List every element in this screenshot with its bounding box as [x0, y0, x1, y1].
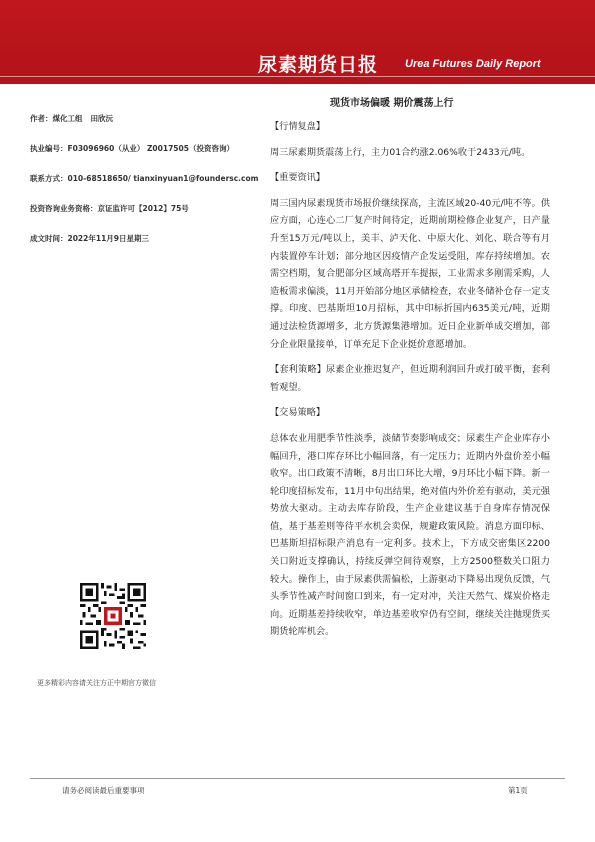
license-row	[30, 144, 250, 154]
author-name: 田欣沅	[90, 114, 113, 123]
footer-notice: 请务必阅读最后重要事项	[62, 786, 145, 795]
report-title-cn: 尿素期货日报	[258, 54, 379, 76]
strategy-text: 尿素企业推迟复产，但近期利润回升或打破平衡，套利暂观望。	[270, 364, 551, 393]
review-paragraph: 周三尿素期货震荡上行，主力01合约涨2.06%收于2433元/吨。	[270, 146, 531, 158]
report-title-en: Urea Futures Daily Report	[405, 58, 541, 70]
date-label: 成文时间：	[30, 234, 68, 243]
wechat-qr-code	[80, 583, 146, 649]
qualification-value: 京证监许可【2012】75号	[97, 204, 189, 213]
author-meta	[30, 114, 259, 244]
qualification-row	[30, 204, 250, 214]
section-heading-review: 【行情复盘】	[270, 121, 326, 132]
news-paragraph: 周三国内尿素现货市场报价继续探高，主流区域20-40元/吨不等。供应方面，心连心二厂复产时间待定，近期前期检修企业复产，日产量升至15万元/吨以上，美丰、泸天化、中原大化、刘化、联合等有月内装置停车计划；部分地区因疫情产企发运受阻，库存持续增加。农需空档期，复合肥部分区域高塔开车提振，工业需求多刚需采购，人造板需求偏淡，11月开始部分地区承储检查，农业冬储补仓存一定支撑。印度、巴基斯坦10月招标，其中印标折国内635美元/吨，近期通过法检货源增多，北方货源集港增加。近日企业新单成交增加，部分企业限量接单，订单充足下企业挺价意愿增加。	[270, 197, 550, 350]
date-value: 2022年11月9日星期三	[67, 234, 150, 243]
contact-value: 010-68518650/ tianxinyuan1@foundersc.com	[67, 174, 259, 183]
page-number: 第1页	[508, 786, 528, 795]
date-row	[30, 234, 250, 244]
strategy-paragraph	[270, 361, 550, 396]
qr-caption: 更多精彩内容请关注方正中期官方微信	[37, 679, 156, 687]
license-value: F03096960（从业） Z0017505（投资咨询）	[67, 144, 234, 153]
trade-paragraph: 总体农业用肥季节性淡季，淡储节奏影响成交；尿素生产企业库存小幅回升，港口库存环比小幅回落，有一定压力；近期内外盘价差小幅收窄。出口政策不清晰，8月出口环比大增，9月环比小幅下降。新一轮印度招标发布，11月中旬出结果，绝对值内外价差有驱动，美元强势放大驱动。主动去库存阶段，生产企业建议基于自身库存情况保值，基于基差则等待平水机会卖保，规避政策风险。消息方面印标、巴基斯坦招标限产消息有一定利多。技术上，下方成交密集区2200关口附近支撑确认，持续反弹空间待观察，上方2500整数关口阻力较大。操作上，由于尿素供需偏松，上游驱动下降易出现负反馈，气头季节性减产时间窗口到来，有一定对冲，关注天然气、煤炭价格走向。近期基差持续收窄，单边基差收窄仍有空间，继续关注抛现货买期货轮库机会。	[270, 432, 550, 638]
header-banner	[0, 0, 595, 84]
report-body	[270, 118, 550, 641]
author-label: 作者：	[30, 114, 53, 123]
author-value: 煤化工组	[52, 114, 83, 123]
section-heading-trade: 【交易策略】	[270, 407, 326, 419]
section-heading-strategy: 【套利策略】	[270, 364, 327, 376]
footer-divider	[30, 778, 565, 779]
qualification-label: 投资咨询业务资格：	[30, 204, 98, 213]
contact-label: 联系方式：	[30, 174, 68, 183]
author-row	[30, 114, 250, 124]
report-headline: 现货市场偏暖 期价震荡上行	[330, 98, 454, 109]
contact-row	[30, 174, 259, 184]
section-heading-news: 【重要资讯】	[270, 172, 326, 184]
license-label: 执业编号：	[30, 144, 68, 153]
